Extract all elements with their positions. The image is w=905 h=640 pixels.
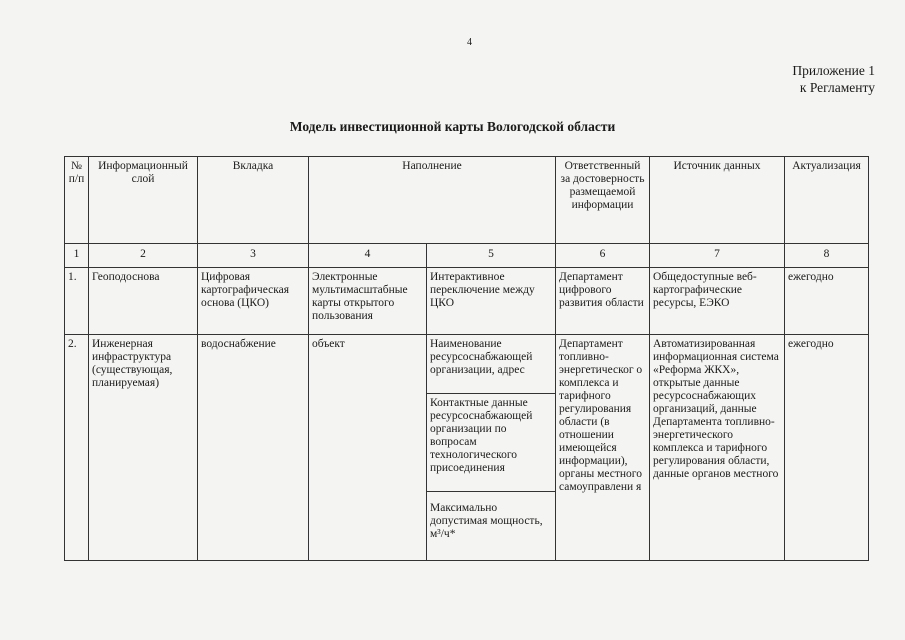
header-row <box>65 157 869 244</box>
appendix-note <box>792 62 875 96</box>
row-tab: Цифровая картографическая основа (ЦКО) <box>198 268 309 335</box>
row-content-b-item: Контактные данные ресурсоснабжающей организации по вопросам технологического присоединения <box>427 394 556 492</box>
column-number: 8 <box>785 244 869 268</box>
column-number: 4 <box>309 244 427 268</box>
row-layer: Инженерная инфраструктура (существующая, планируемая) <box>89 335 198 561</box>
investment-map-table <box>64 156 869 561</box>
header-layer: Информационный слой <box>89 157 198 244</box>
header-tab: Вкладка <box>198 157 309 244</box>
header-content: Наполнение <box>309 157 556 244</box>
row-content-b-item: Наименование ресурсоснабжающей организации, адрес <box>427 335 556 394</box>
header-responsible: Ответственный за достоверность размещаемой информации <box>556 157 650 244</box>
row-responsible <box>556 335 650 561</box>
row-content-a: объект <box>309 335 427 561</box>
row-number: 1. <box>65 268 89 335</box>
source-text: Автоматизированная информационная система «Реформа ЖКХ», открытые данные ресурсоснабжающих организаций, данные Департамента топливно-энергетического комплекса и тарифного регулирования области, данные органов местного <box>653 338 779 480</box>
row-layer: Геоподоснова <box>89 268 198 335</box>
row-content-b-item: Максимально допустимая мощность, м³/ч* <box>427 491 556 560</box>
row-number: 2. <box>65 335 89 561</box>
column-number: 3 <box>198 244 309 268</box>
table-row <box>65 268 869 335</box>
row-tab: водоснабжение <box>198 335 309 561</box>
column-number: 7 <box>650 244 785 268</box>
document-title: Модель инвестиционной карты Вологодской области <box>289 119 616 134</box>
header-update: Актуализация <box>785 157 869 244</box>
appendix-line-1: Приложение 1 <box>792 63 875 78</box>
appendix-line-2: к Регламенту <box>799 80 875 95</box>
column-number-row <box>65 244 869 268</box>
row-content-a: Электронные мультимасштабные карты открытого пользования <box>309 268 427 335</box>
row-content-b: Интерактивное переключение между ЦКО <box>427 268 556 335</box>
row-responsible: Департамент цифрового развития области <box>556 268 650 335</box>
column-number: 2 <box>89 244 198 268</box>
table-row <box>65 335 869 394</box>
page-number: 4 <box>467 37 472 48</box>
row-update: ежегодно <box>785 335 869 561</box>
row-source: Общедоступные веб-картографические ресурсы, ЕЭКО <box>650 268 785 335</box>
header-source: Источник данных <box>650 157 785 244</box>
column-number: 5 <box>427 244 556 268</box>
column-number: 6 <box>556 244 650 268</box>
row-update: ежегодно <box>785 268 869 335</box>
row-source <box>650 335 785 561</box>
column-number: 1 <box>65 244 89 268</box>
header-number: № п/п <box>65 157 89 244</box>
responsible-text: Департамент топливно-энергетическог о комплекса и тарифного регулирования области (в отношении имеющейся информации), органы местного самоуправлени я <box>559 338 643 493</box>
